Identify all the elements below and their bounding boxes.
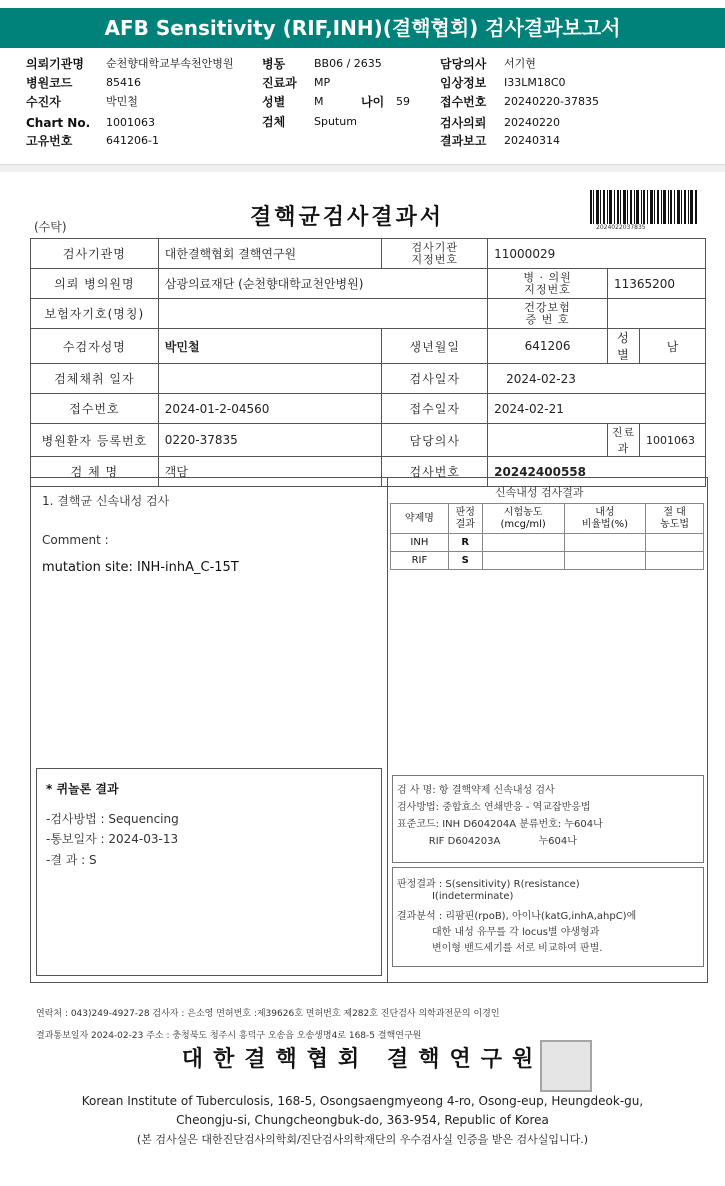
field-label: 접수일자 [382, 394, 488, 424]
table-row [31, 329, 706, 364]
info-label: 결과보고 [440, 134, 487, 148]
column-header [482, 504, 564, 534]
column-header [646, 504, 704, 534]
field-label: 검체채취 일자 [31, 364, 159, 394]
field-label: 수검자성명 [31, 329, 159, 364]
table-row [31, 394, 706, 424]
field-label: 접수번호 [31, 394, 159, 424]
info-value: 20240220-37835 [504, 95, 599, 108]
table-row [31, 239, 706, 269]
quinolone-result: -결 과 : S [46, 853, 97, 867]
info-label: 나이 [361, 95, 385, 109]
organization-name: 대한결핵협회 결핵연구원 [181, 1046, 544, 1072]
info-value: 85416 [106, 76, 141, 89]
result-header-table [30, 238, 706, 487]
header-text: 절 대 농도법 [660, 506, 690, 530]
info-label: 검체 [262, 115, 286, 129]
info-value: MP [314, 76, 331, 89]
quinolone-method: -검사방법 : Sequencing [46, 812, 179, 826]
info-value: 59 [396, 95, 410, 108]
info-label: Chart No. [26, 116, 91, 130]
field-value: 삼광의료재단 (순천향대학교천안병원) [158, 269, 487, 299]
field-label: 병원환자 등록번호 [31, 424, 159, 457]
field-value [158, 299, 487, 329]
info-value: M [314, 95, 324, 108]
field-value: 객담 [158, 457, 382, 487]
info-value: Sputum [314, 115, 357, 128]
method-line: 표준코드: INH D604204A 분류번호: 누604나 [397, 819, 603, 830]
footer-contact: 연락처 : 043)249-4927-28 검사자 : 은소영 면허번호 :제39626호 면허번호 제282호 진단검사 의학과전문의 이경인 [36, 1009, 500, 1019]
info-label: 임상정보 [440, 76, 487, 90]
section-heading: 1. 결핵균 신속내성 검사 [42, 494, 170, 508]
drug-name: INH [391, 534, 449, 552]
judgement-line: 대한 내성 유무를 각 locus별 야생형과 [397, 927, 600, 938]
column-header [448, 504, 482, 534]
label-line: 검사기관 [411, 240, 458, 254]
table-row [391, 552, 704, 570]
method-line: RIF D604203A 누604나 [397, 836, 577, 847]
field-value: 2024-01-2-04560 [158, 394, 382, 424]
field-label: 생년월일 [382, 329, 488, 364]
judgement-line: I(indeterminate) [397, 891, 514, 902]
info-value: 박민철 [106, 95, 138, 108]
field-value: 11365200 [607, 269, 705, 299]
table-cell [482, 552, 564, 570]
info-value: 1001063 [106, 116, 155, 129]
quinolone-date: -통보일자 : 2024-03-13 [46, 832, 179, 846]
header-text: 시험농도 (mcg/ml) [500, 506, 546, 530]
drug-result: R [448, 534, 482, 552]
table-cell [646, 534, 704, 552]
field-value: 2024-02-21 [488, 394, 706, 424]
field-value: 박민철 [158, 329, 382, 364]
quinolone-title: * 퀴놀론 결과 [46, 782, 119, 796]
certification-note: (본 검사실은 대한진단검사의학회/진단검사의학재단의 우수검사실 인증을 받은 검사실입니다.) [136, 1133, 589, 1146]
info-label: 병원코드 [26, 76, 73, 90]
table-row [31, 364, 706, 394]
field-label [382, 239, 488, 269]
info-label: 검사의뢰 [440, 116, 487, 130]
barcode-number: 2024022037835 [596, 224, 646, 231]
info-value: I33LM18C0 [504, 76, 566, 89]
info-value: 순천향대학교부속천안병원 [106, 57, 234, 70]
field-value: 남 [639, 329, 705, 364]
label-line: 지정번호 [524, 282, 571, 296]
field-value: 11000029 [488, 239, 706, 269]
field-label: 검사기관명 [31, 239, 159, 269]
footer-address: 결과통보일자 2024-02-23 주소 : 충청북도 청주시 흥덕구 오송읍 오송생명4로 168-5 결핵연구원 [36, 1031, 422, 1041]
info-value: 20240314 [504, 134, 560, 147]
field-value: 641206 [488, 329, 608, 364]
quinolone-box [36, 768, 382, 976]
drug-result: S [448, 552, 482, 570]
info-label: 성별 [262, 95, 286, 109]
field-value: 대한결핵협회 결핵연구원 [158, 239, 382, 269]
field-label: 보험자기호(명칭) [31, 299, 159, 329]
field-label: 검사일자 [382, 364, 488, 394]
field-label [488, 299, 608, 329]
report-title-banner: AFB Sensitivity (RIF,INH)(결핵협회) 검사결과보고서 [0, 8, 725, 48]
table-cell [564, 534, 646, 552]
section-separator [0, 164, 725, 172]
consignment-label: (수탁) [34, 220, 67, 234]
field-value [607, 299, 705, 329]
field-label: 담당의사 [382, 424, 488, 457]
label-line: 병 · 의원 [523, 270, 572, 284]
field-value: 2024-02-23 [488, 364, 706, 394]
document-title: 결핵균검사결과서 [250, 204, 445, 230]
table-cell [646, 552, 704, 570]
field-value: 0220-37835 [158, 424, 382, 457]
method-line: 검사방법: 중합효소 연쇄반응 - 역교잡반응법 [397, 802, 591, 813]
label-line: 건강보험 [524, 300, 571, 314]
drug-name: RIF [391, 552, 449, 570]
barcode-image [590, 190, 698, 224]
info-value: 20240220 [504, 116, 560, 129]
field-value: 1001063 [639, 424, 705, 457]
column-header: 약제명 [391, 504, 449, 534]
rapid-result-title: 신속내성 검사결과 [495, 486, 584, 499]
info-label: 의뢰기관명 [26, 57, 84, 71]
field-value [158, 364, 382, 394]
field-label [488, 269, 608, 299]
info-label: 수진자 [26, 95, 61, 109]
info-label: 접수번호 [440, 95, 487, 109]
field-value: 20242400558 [488, 457, 706, 487]
info-label: 병동 [262, 57, 286, 71]
info-label: 담당의사 [440, 57, 487, 71]
judgement-line: 판정결과 : S(sensitivity) R(resistance) [397, 879, 580, 890]
judgement-line: 결과분석 : 리팜핀(rpoB), 아이나(katG,inhA,ahpC)에 [397, 911, 637, 922]
comment-label: Comment : [42, 533, 109, 547]
column-header [564, 504, 646, 534]
org-english-address-1: Korean Institute of Tuberculosis, 168-5, Osongsaengmyeong 4-ro, Osong-eup, Heungdeok-gu, [81, 1094, 644, 1108]
table-cell [564, 552, 646, 570]
info-value: 서기현 [504, 57, 536, 70]
table-row [31, 269, 706, 299]
info-value: 641206-1 [106, 134, 159, 147]
header-text: 판정 결과 [455, 506, 475, 530]
org-english-address-2: Cheongju-si, Chungcheongbuk-do, 363-954, Republic of Korea [176, 1113, 549, 1127]
label-line: 지정번호 [411, 252, 458, 266]
method-line: 검 사 명: 항 결핵약제 신속내성 검사 [397, 785, 555, 796]
table-cell [482, 534, 564, 552]
info-label: 고유번호 [26, 134, 73, 148]
field-label: 의뢰 병의원명 [31, 269, 159, 299]
table-row [391, 534, 704, 552]
field-value [488, 424, 608, 457]
table-row [31, 299, 706, 329]
table-header-row [391, 504, 704, 534]
info-label: 진료과 [262, 76, 297, 90]
field-label: 검사번호 [382, 457, 488, 487]
info-value: BB06 / 2635 [314, 57, 382, 70]
mutation-site: mutation site: INH-inhA_C-15T [42, 560, 239, 575]
judgement-line: 변이형 밴드세기를 서로 비교하여 판별. [397, 943, 603, 954]
field-label: 성별 [607, 329, 639, 364]
table-row [31, 424, 706, 457]
field-label: 진료과 [607, 424, 639, 457]
label-line: 증 번 호 [525, 312, 570, 326]
header-text: 내성 비율법(%) [581, 506, 629, 530]
field-label: 검 체 명 [31, 457, 159, 487]
sensitivity-table [390, 503, 704, 570]
